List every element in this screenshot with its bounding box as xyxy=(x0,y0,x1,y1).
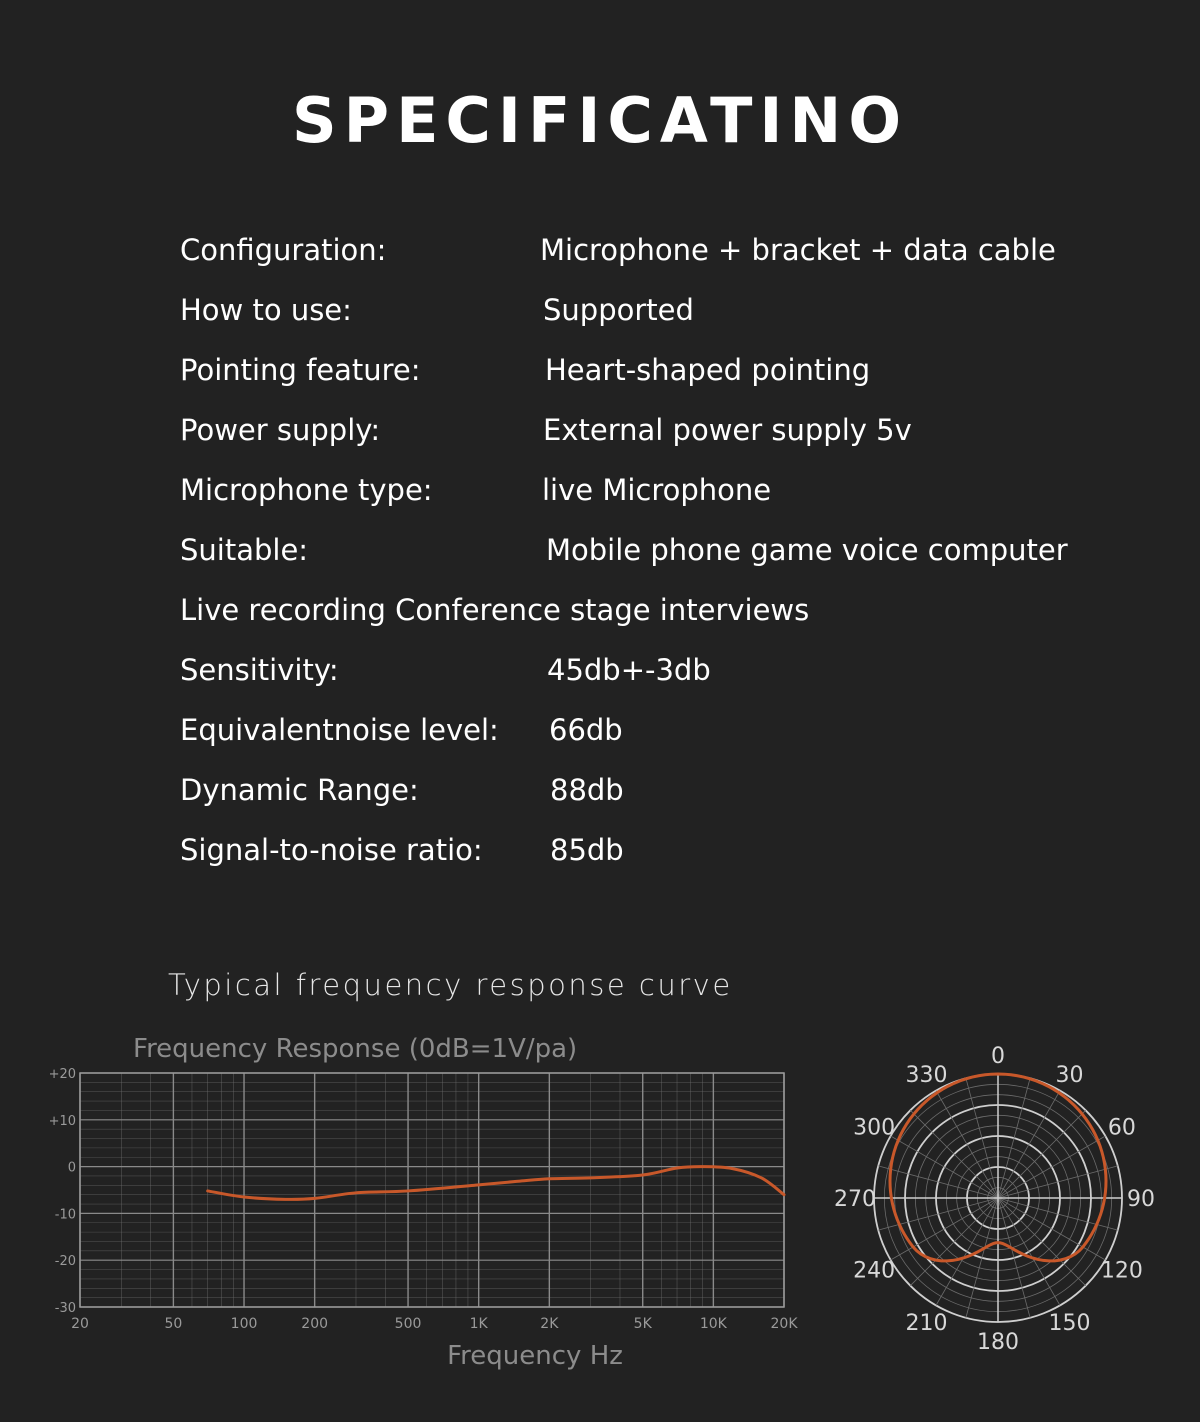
polar-angle-label: 30 xyxy=(1055,1063,1084,1089)
polar-angle-label: 0 xyxy=(991,1044,1005,1069)
x-tick-label: 500 xyxy=(394,1316,422,1332)
spec-row xyxy=(180,348,1140,408)
spec-row xyxy=(180,528,1140,588)
x-tick-label: 10K xyxy=(699,1316,727,1332)
polar-angle-label: 270 xyxy=(834,1187,876,1212)
polar-angle-label: 210 xyxy=(905,1310,948,1336)
polar-spoke xyxy=(998,1198,1060,1305)
polar-angle-label: 90 xyxy=(1127,1187,1155,1212)
spec-value: 66db xyxy=(549,713,623,747)
spec-value: External power supply 5v xyxy=(543,413,912,447)
spec-row xyxy=(180,288,1140,348)
y-tick-label: -30 xyxy=(54,1301,76,1316)
spec-label: Dynamic Range: xyxy=(180,773,419,807)
y-tick-label: 0 xyxy=(67,1160,76,1176)
spec-row xyxy=(180,588,1140,648)
polar-angle-label: 180 xyxy=(977,1330,1019,1355)
spec-value: Heart-shaped pointing xyxy=(545,353,871,387)
spec-label: Sensitivity: xyxy=(180,653,339,687)
spec-value: Mobile phone game voice computer xyxy=(546,533,1068,567)
polar-spoke xyxy=(998,1198,1086,1286)
spec-value: 45db+-3db xyxy=(547,653,711,687)
spec-row xyxy=(180,468,1140,528)
polar-spoke xyxy=(998,1110,1086,1198)
spec-list xyxy=(180,228,1140,888)
polar-angle-label: 60 xyxy=(1107,1115,1136,1141)
polar-angle-label: 150 xyxy=(1048,1310,1091,1336)
y-tick-label: -10 xyxy=(54,1207,76,1223)
x-axis-label: Frequency Hz xyxy=(447,1341,623,1371)
page-title: SPECIFICATINO xyxy=(291,84,909,157)
x-tick-label: 50 xyxy=(164,1316,183,1332)
x-tick-label: 200 xyxy=(301,1316,329,1332)
spec-row xyxy=(180,648,1140,708)
x-tick-label: 20 xyxy=(71,1316,89,1332)
polar-pattern-chart xyxy=(820,1040,1200,1370)
polar-spoke xyxy=(936,1091,998,1198)
polar-spoke xyxy=(936,1198,998,1305)
polar-angle-label: 240 xyxy=(853,1258,896,1284)
spec-label: Equivalentnoise level: xyxy=(180,713,499,747)
spec-value: 85db xyxy=(550,833,624,867)
polar-angle-label: 330 xyxy=(905,1063,948,1089)
spec-label: Microphone type: xyxy=(180,473,433,507)
polar-spoke xyxy=(910,1110,998,1198)
polar-spoke xyxy=(891,1136,998,1198)
polar-spoke xyxy=(998,1136,1105,1198)
spec-row xyxy=(180,768,1140,828)
spec-label: Live recording Conference stage interviews xyxy=(180,593,810,627)
spec-label: How to use: xyxy=(180,293,352,327)
spec-label: Power supply: xyxy=(180,413,381,447)
spec-label: Configuration: xyxy=(180,233,387,267)
y-tick-label: +10 xyxy=(48,1113,76,1129)
frequency-response-chart xyxy=(0,1020,820,1380)
spec-value: Supported xyxy=(543,293,694,327)
spec-row xyxy=(180,408,1140,468)
x-tick-label: 1K xyxy=(469,1316,488,1332)
x-tick-label: 100 xyxy=(230,1316,258,1332)
y-tick-label: -20 xyxy=(54,1254,76,1270)
spec-value: live Microphone xyxy=(542,473,772,507)
spec-row xyxy=(180,228,1140,288)
spec-row xyxy=(180,708,1140,768)
polar-angle-label: 120 xyxy=(1100,1258,1143,1284)
y-tick-label: +20 xyxy=(48,1067,76,1082)
x-tick-label: 2K xyxy=(540,1316,559,1332)
polar-spoke xyxy=(998,1091,1060,1198)
x-tick-label: 5K xyxy=(633,1316,652,1332)
spec-row xyxy=(180,828,1140,888)
spec-label: Pointing feature: xyxy=(180,353,421,387)
x-tick-label: 20K xyxy=(770,1316,798,1332)
curve-section-title: Typical frequency response curve xyxy=(168,968,733,1002)
polar-spoke xyxy=(910,1198,998,1286)
spec-value: 88db xyxy=(550,773,624,807)
chart-title: Frequency Response (0dB=1V/pa) xyxy=(133,1034,578,1064)
spec-label: Suitable: xyxy=(180,533,309,567)
spec-value: Microphone + bracket + data cable xyxy=(540,233,1056,267)
spec-label: Signal-to-noise ratio: xyxy=(180,833,483,867)
polar-angle-label: 300 xyxy=(853,1115,896,1141)
